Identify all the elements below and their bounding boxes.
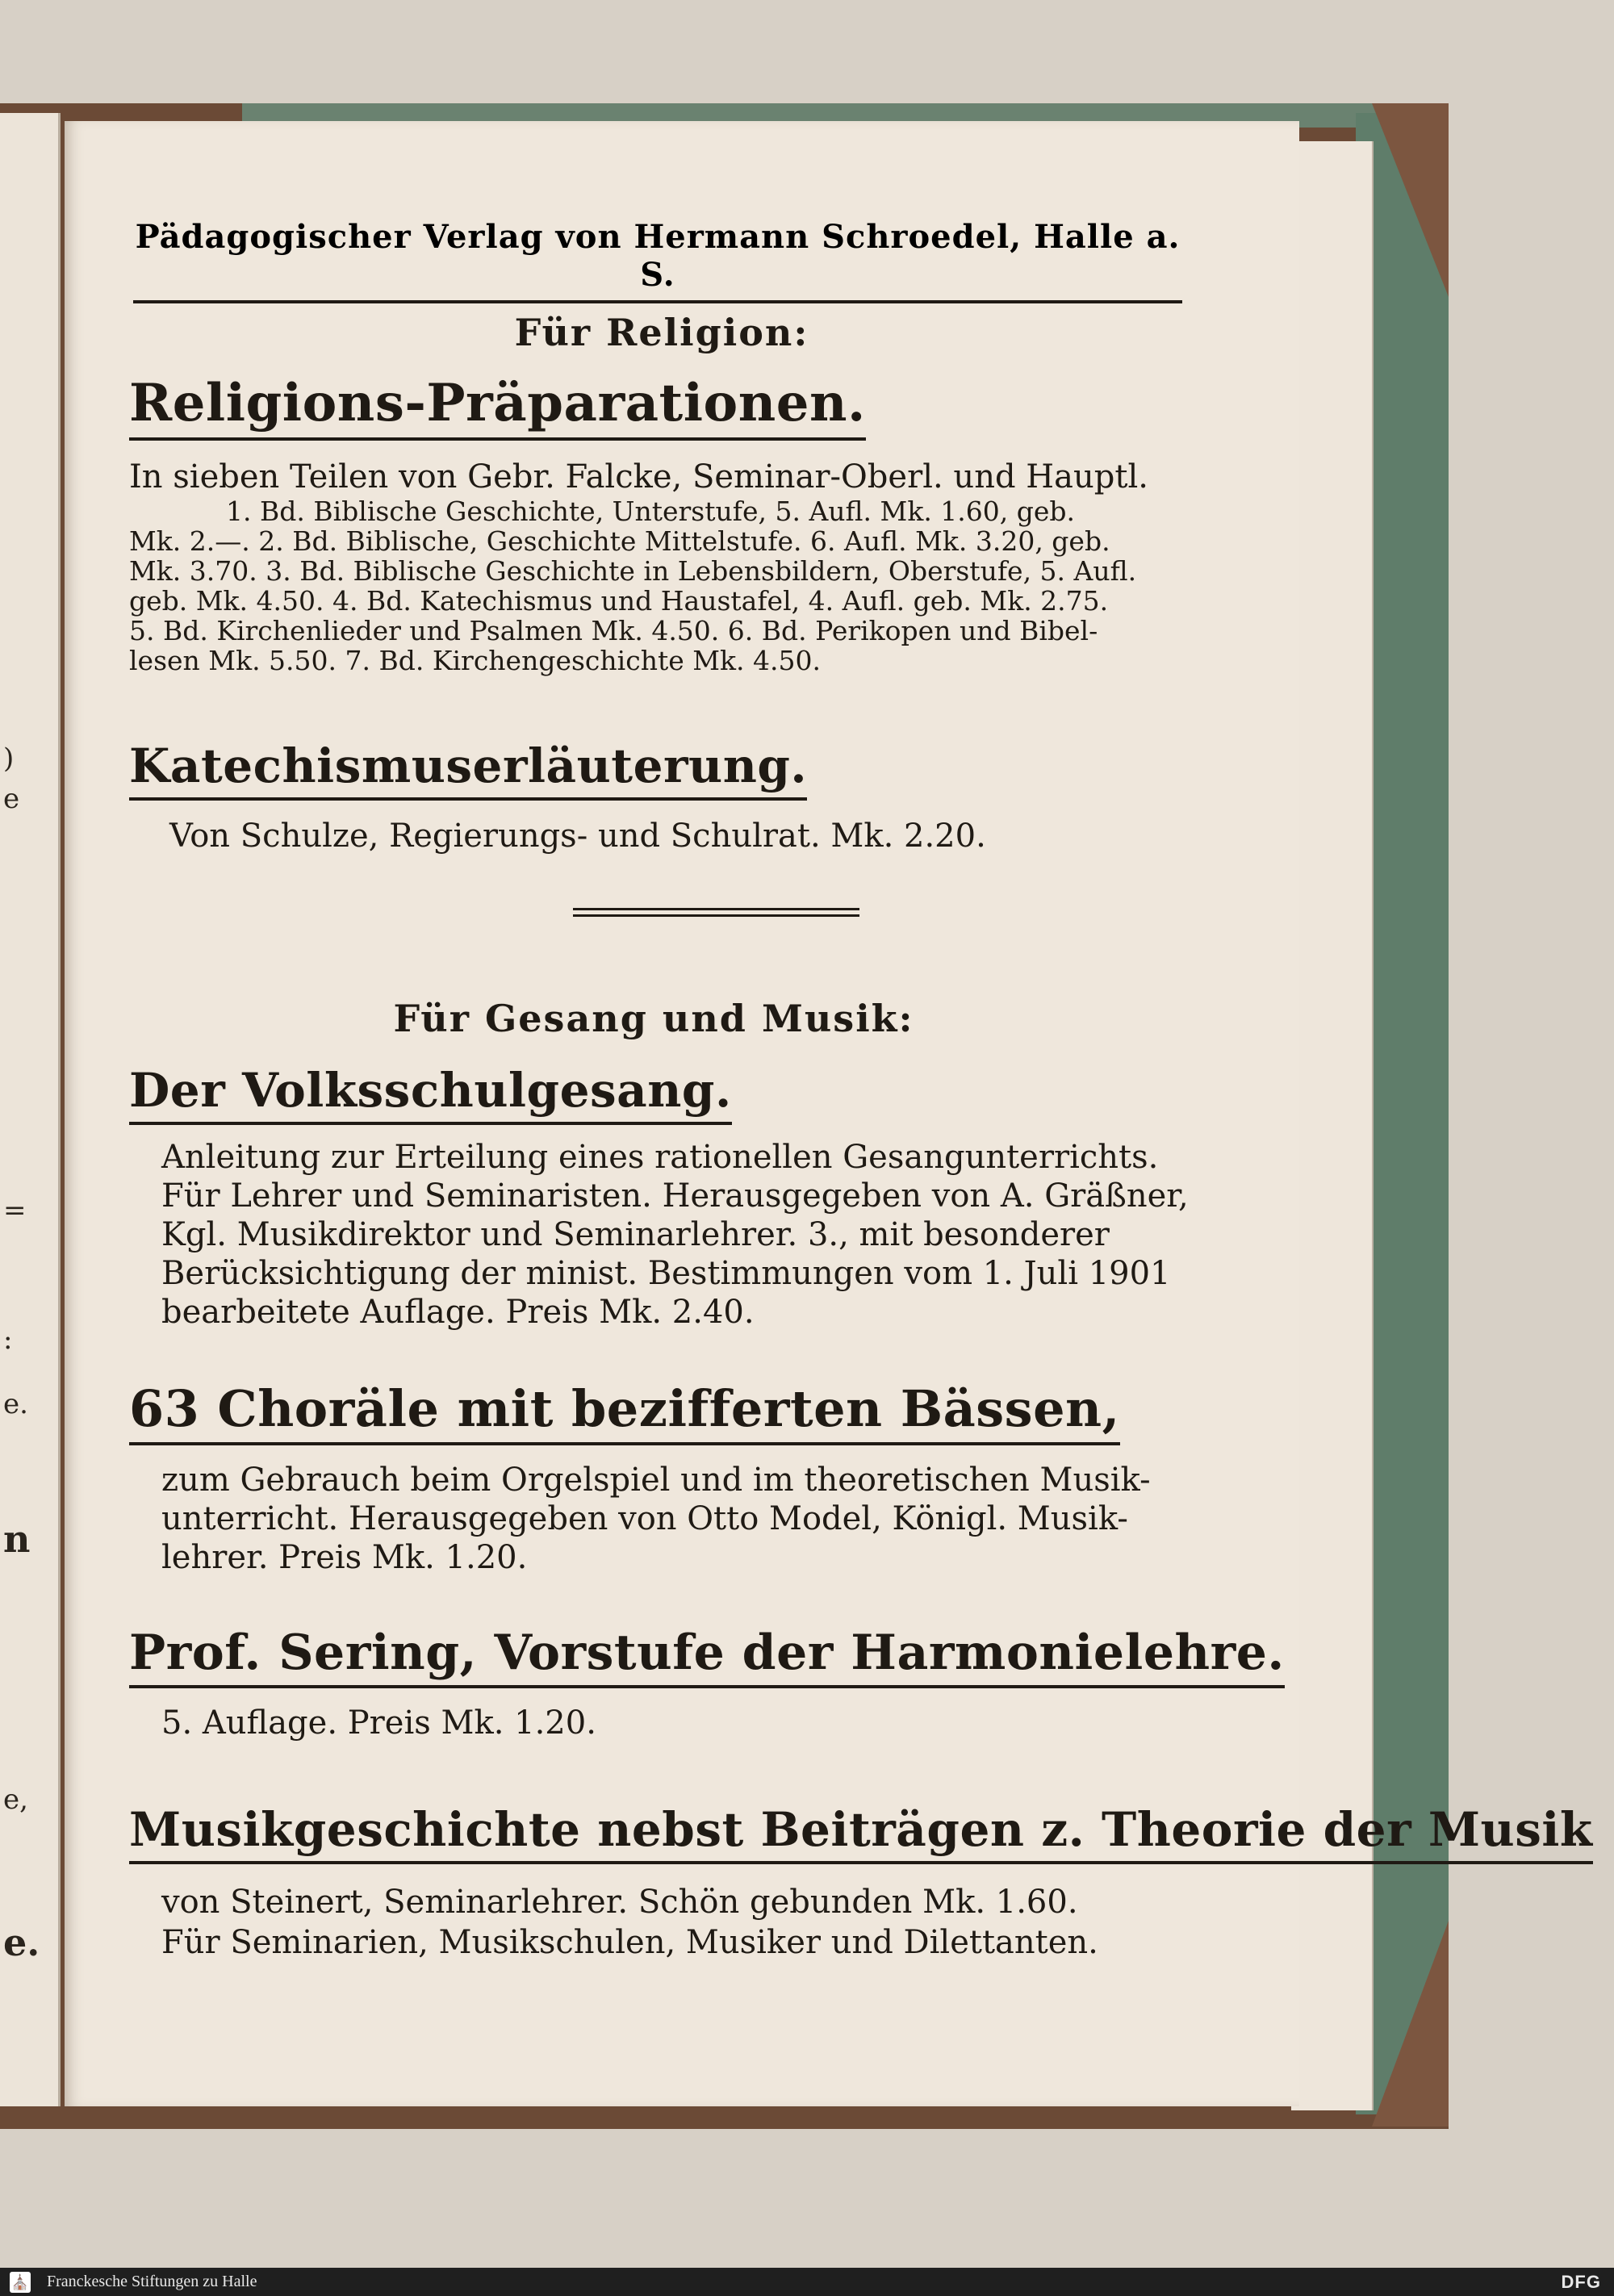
title-katechismuserlaeuterung: Katechismuserläuterung.	[129, 742, 807, 801]
text-line: 5. Bd. Kirchenlieder und Psalmen Mk. 4.50. 6. Bd. Perikopen und Bibel-	[129, 615, 1098, 646]
text-line: In sieben Teilen von Gebr. Falcke, Seminar-Oberl. und Hauptl.	[129, 458, 1148, 496]
title-religions-praeparationen: Religions-Präparationen.	[129, 378, 866, 441]
musikgeschichte-description	[161, 1882, 1243, 1963]
text-line: Mk. 2.—. 2. Bd. Biblische, Geschichte Mittelstufe. 6. Aufl. Mk. 3.20, geb.	[129, 525, 1110, 557]
text-line: lehrer. Preis Mk. 1.20.	[161, 1539, 528, 1576]
text-line: unterricht. Herausgegeben von Otto Model, Königl. Musik-	[161, 1500, 1128, 1537]
margin-glyph: n	[3, 1517, 31, 1561]
sering-line: 5. Auflage. Preis Mk. 1.20.	[161, 1704, 596, 1742]
text-line: Berücksichtigung der minist. Bestimmungen vom 1. Juli 1901	[161, 1255, 1171, 1292]
margin-glyph: )	[3, 742, 15, 775]
religion-description	[129, 458, 1259, 675]
section-heading-music: Für Gesang und Musik:	[393, 997, 914, 1040]
text-line: 1. Bd. Biblische Geschichte, Unterstufe, 5. Aufl. Mk. 1.60, geb.	[226, 496, 1076, 527]
margin-glyph: e.	[3, 1388, 28, 1420]
title-musikgeschichte: Musikgeschichte nebst Beiträgen z. Theorie der Musik	[129, 1806, 1593, 1864]
text-line: geb. Mk. 4.50. 4. Bd. Katechismus und Haustafel, 4. Aufl. geb. Mk. 2.75.	[129, 585, 1109, 617]
title-sering-harmonielehre: Prof. Sering, Vorstufe der Harmonielehre.	[129, 1629, 1285, 1688]
text-line: Mk. 3.70. 3. Bd. Biblische Geschichte in Lebensbildern, Oberstufe, 5. Aufl.	[129, 555, 1137, 587]
choraele-description	[161, 1461, 1243, 1577]
margin-glyph: e.	[3, 1921, 40, 1964]
institution-logo-icon: ⛪	[10, 2272, 31, 2293]
margin-glyph: :	[3, 1324, 13, 1356]
margin-glyph: =	[3, 1194, 27, 1227]
margin-glyph: e	[3, 783, 20, 815]
dfg-logo: DFG	[1561, 2272, 1601, 2292]
text-line: von Steinert, Seminarlehrer. Schön gebunden Mk. 1.60.	[161, 1884, 1078, 1921]
text-line: Kgl. Musikdirektor und Seminarlehrer. 3., mit besonderer	[161, 1216, 1110, 1253]
volksschulgesang-description	[161, 1138, 1243, 1332]
text-line: Anleitung zur Erteilung eines rationellen Gesangunterrichts.	[161, 1139, 1159, 1176]
katechismus-line: Von Schulze, Regierungs- und Schulrat. Mk. 2.20.	[169, 818, 986, 855]
section-heading-religion: Für Religion:	[514, 311, 809, 354]
institution-name: Franckesche Stiftungen zu Halle	[47, 2273, 257, 2290]
footer-bar	[0, 2268, 1614, 2296]
text-line: lesen Mk. 5.50. 7. Bd. Kirchengeschichte Mk. 4.50.	[129, 645, 821, 676]
text-line: Für Lehrer und Seminaristen. Herausgegeben von A. Gräßner,	[161, 1177, 1189, 1215]
text-line: zum Gebrauch beim Orgelspiel und im theoretischen Musik-	[161, 1462, 1151, 1499]
volume-list	[129, 496, 1259, 675]
text-line: Für Seminarien, Musikschulen, Musiker und Dilettanten.	[161, 1924, 1098, 1961]
margin-glyph: e,	[3, 1784, 28, 1816]
book-page	[65, 121, 1593, 2106]
title-63-choraele: 63 Choräle mit bezifferten Bässen,	[129, 1384, 1120, 1445]
title-volksschulgesang: Der Volksschulgesang.	[129, 1067, 732, 1125]
section-divider	[573, 908, 859, 921]
left-page-edge	[0, 113, 61, 2106]
publisher-header: Pädagogischer Verlag von Hermann Schroedel, Halle a. S.	[133, 218, 1182, 303]
text-line: bearbeitete Auflage. Preis Mk. 2.40.	[161, 1294, 755, 1331]
